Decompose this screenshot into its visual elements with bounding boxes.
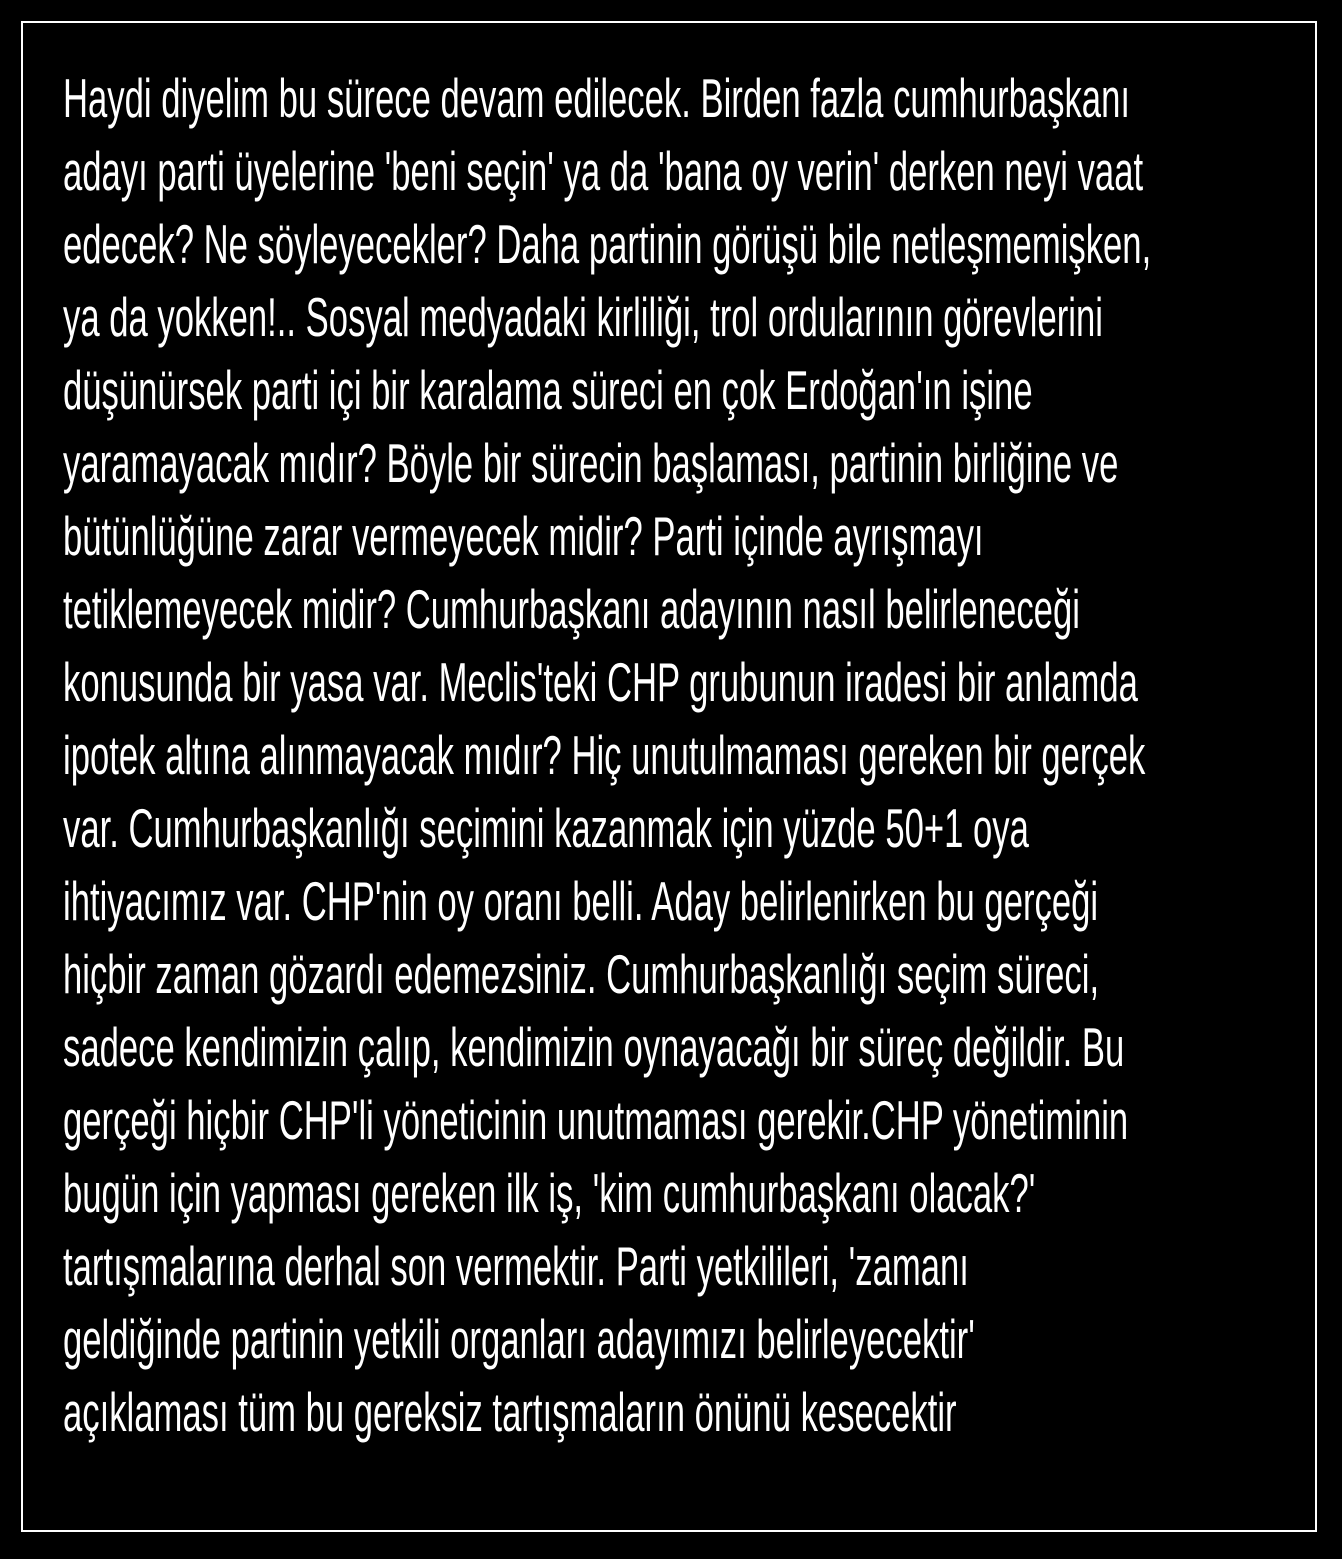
text-line: edecek? Ne söyleyecekler? Daha partinin görüşü bile netleşmemişken, (63, 213, 1152, 275)
text-line: adayı parti üyelerine 'beni seçin' ya da 'bana oy verin' derken neyi vaat (63, 140, 1144, 202)
article-text (63, 62, 1293, 1449)
text-line: yaramayacak mıdır? Böyle bir sürecin başlaması, partinin birliğine ve (63, 432, 1119, 494)
text-line: var. Cumhurbaşkanlığı seçimini kazanmak için yüzde 50+1 oya (63, 797, 1029, 859)
text-line: ipotek altına alınmayacak mıdır? Hiç unutulmaması gereken bir gerçek (63, 724, 1146, 786)
text-line: tetiklemeyecek midir? Cumhurbaşkanı adayının nasıl belirleneceği (63, 578, 1080, 640)
text-line: Haydi diyelim bu sürece devam edilecek. Birden fazla cumhurbaşkanı (63, 67, 1130, 129)
text-line: tartışmalarına derhal son vermektir. Parti yetkilileri, 'zamanı (63, 1235, 969, 1297)
text-line: bugün için yapması gereken ilk iş, 'kim cumhurbaşkanı olacak?' (63, 1162, 1036, 1224)
text-line: düşünürsek parti içi bir karalama süreci en çok Erdoğan'ın işine (63, 359, 1033, 421)
text-line: geldiğinde partinin yetkili organları adayımızı belirleyecektir' (63, 1308, 975, 1370)
text-line: gerçeği hiçbir CHP'li yöneticinin unutmaması gerekir.CHP yönetiminin (63, 1089, 1129, 1151)
text-line: açıklaması tüm bu gereksiz tartışmaların önünü kesecektir (63, 1381, 957, 1443)
text-line: ya da yokken!.. Sosyal medyadaki kirliliği, trol ordularının görevlerini (63, 286, 1103, 348)
text-line: hiçbir zaman gözardı edemezsiniz. Cumhurbaşkanlığı seçim süreci, (63, 943, 1100, 1005)
text-line: bütünlüğüne zarar vermeyecek midir? Parti içinde ayrışmayı (63, 505, 984, 567)
text-line: konusunda bir yasa var. Meclis'teki CHP grubunun iradesi bir anlamda (63, 651, 1138, 713)
text-line: sadece kendimizin çalıp, kendimizin oynayacağı bir süreç değildir. Bu (63, 1016, 1125, 1078)
text-line: ihtiyacımız var. CHP'nin oy oranı belli. Aday belirlenirken bu gerçeği (63, 870, 1099, 932)
